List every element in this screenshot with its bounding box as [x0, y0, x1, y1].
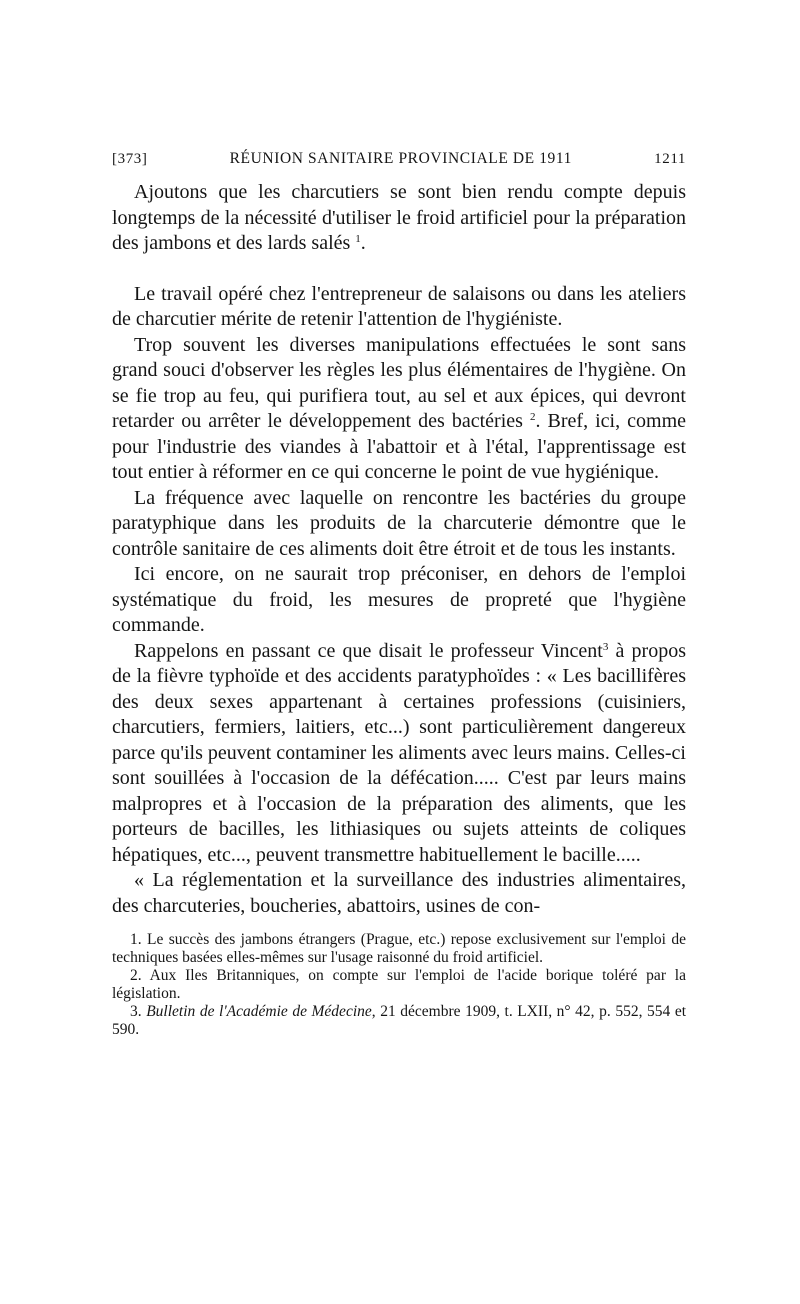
footnote-ref-2: 2	[529, 411, 536, 423]
header-title: RÉUNION SANITAIRE PROVINCIALE DE 1911	[229, 150, 573, 167]
footnotes	[112, 931, 686, 1039]
paragraph-5: Ici encore, on ne saurait trop préconiser, en dehors de l'emploi systématique du froid, les mesures de propreté que l'hygiène commande.	[112, 563, 686, 636]
paragraph-2: Le travail opéré chez l'entrepreneur de salaisons ou dans les ateliers de charcutier mérite de retenir l'attention de l'hygiéniste.	[112, 282, 686, 330]
page-number: 1211	[654, 151, 686, 167]
body-text	[112, 180, 686, 919]
footnote-3: 3. Bulletin de l'Académie de Médecine, 21 décembre 1909, t. LXII, n° 42, p. 552, 554 et 590.	[112, 1003, 687, 1038]
paragraph-1: Ajoutons que les charcutiers se sont bien rendu compte depuis longtemps de la nécessité d'utiliser le froid artificiel pour la préparation des jambons et des lards salés $^1$.	[112, 181, 686, 254]
running-header	[112, 150, 686, 180]
page	[112, 150, 686, 1039]
footnote-2: 2. Aux Iles Britanniques, on compte sur l'emploi de l'acide borique toléré par la législation.	[112, 967, 686, 1002]
paragraph-7: « La réglementation et la surveillance des industries alimentaires, des charcuteries, boucheries, abattoirs, usines de con-	[112, 869, 686, 917]
journal-title: Bulletin de l'Académie de Médecine	[146, 1003, 372, 1020]
footnote-ref-1: 1	[355, 233, 361, 245]
header-bracket-number: [373]	[112, 151, 148, 167]
paragraph-3: Trop souvent les diverses manipulations effectuées le sont sans grand souci d'observer les règles les plus élémentaires de l'hygiène. On se fie trop au feu, qui purifiera tout, au sel et aux épices, qui devront retarder ou arrêter le développement des bactéries $^2$. Bref, ici, comme pour l'industrie des viandes à l'abattoir et à l'étal, l'apprentissage est tout entier à réformer en ce qui concerne le point de vue hygiénique.	[112, 333, 687, 483]
paragraph-4: La fréquence avec laquelle on rencontre les bactéries du groupe paratyphique dans les produits de la charcuterie démontre que le contrôle sanitaire de ces aliments doit être étroit et de tous les instants.	[112, 486, 686, 560]
footnote-ref-3: 3	[602, 640, 609, 653]
paragraph-6: Rappelons en passant ce que disait le professeur Vincent$^3$ à propos de la fièvre typhoïde et des accidents paratyphoïdes : « Les bacillifères des deux sexes appartenant à certaines professions (cuisiniers, charcutiers, fermiers, laitiers, etc...) sont particulièrement dangereux parce qu'ils peuvent contaminer les aliments avec leurs mains. Celles-ci sont souillées à l'occasion de la défécation..... C'est par leurs mains malpropres et à l'occasion de la préparation des aliments, que les porteurs de bacilles, les lithiasiques ou sujets atteints de coliques hépatiques, etc..., peuvent transmettre habituellement le bacille.....	[112, 639, 686, 866]
footnote-1: 1. Le succès des jambons étrangers (Prague, etc.) repose exclusivement sur l'emploi de techniques basées elles-mêmes sur l'usage raisonné du froid artificiel.	[112, 931, 687, 966]
